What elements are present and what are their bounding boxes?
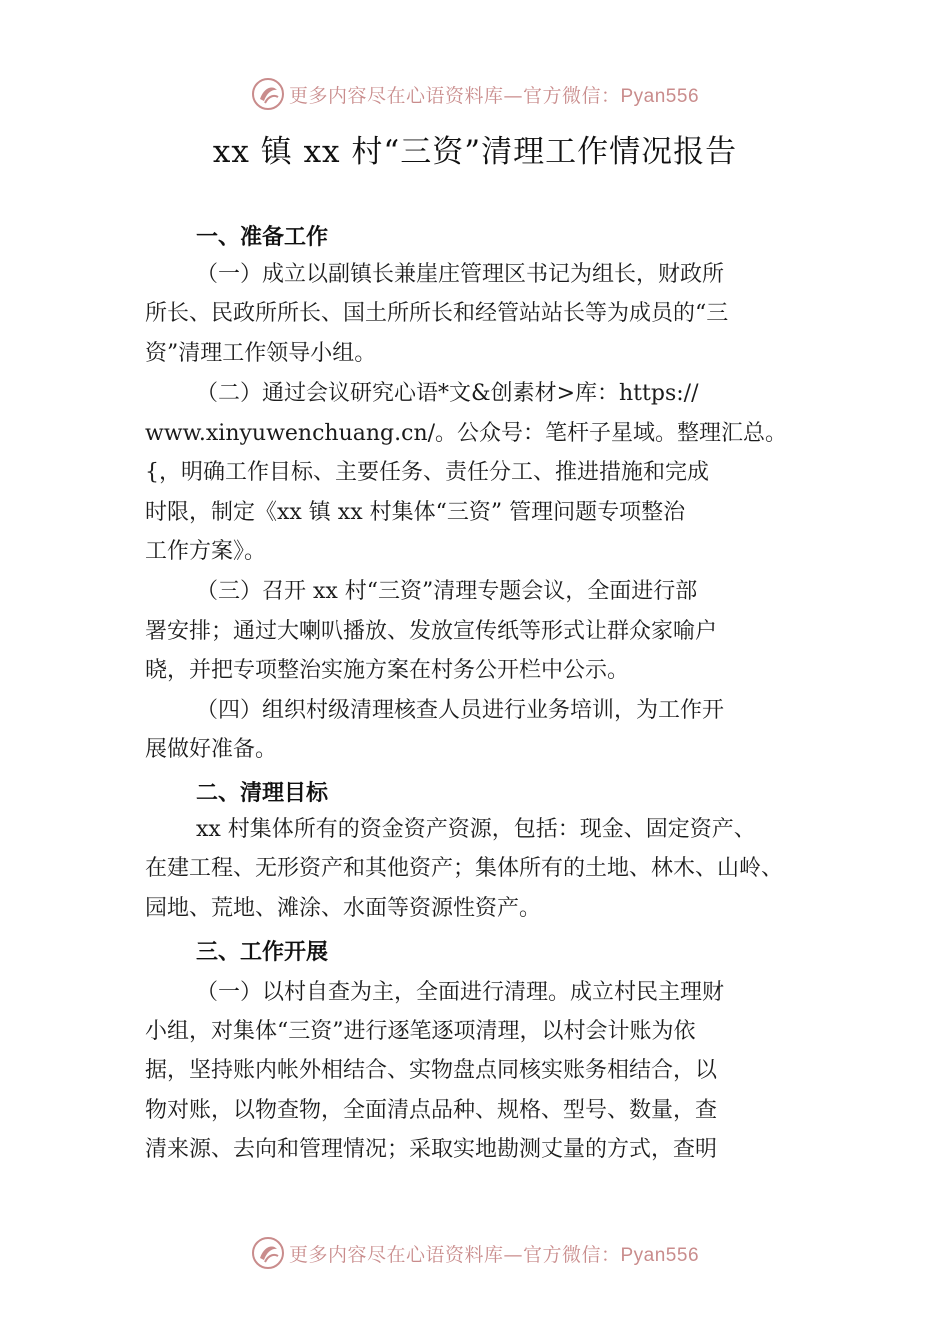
document-title: xx 镇 xx 村“三资”清理工作情况报告 <box>212 134 738 170</box>
section-heading-work: 三、工作开展 <box>196 940 329 965</box>
paragraph-line: （一）以村自查为主，全面进行清理。成立村民主理财 <box>196 980 725 1005</box>
paragraph-line: （三）召开 xx 村“三资”清理专题会议，全面进行部 <box>196 579 698 604</box>
footer-banner <box>0 1233 950 1273</box>
paragraph-line: 晓，并把专项整治实施方案在村务公开栏中公示。 <box>145 658 630 683</box>
paragraph-line: 署安排；通过大喇叭播放、发放宣传纸等形式让群众家喻户 <box>145 619 718 644</box>
paragraph-line: 据，坚持账内帐外相结合、实物盘点同核实账务相结合，以 <box>145 1058 718 1083</box>
section-heading-preparation: 一、准备工作 <box>196 225 329 250</box>
paragraph-line: 展做好准备。 <box>145 737 278 762</box>
paragraph-line: （二）通过会议研究心语*文&创素材>库：https:// <box>196 381 699 406</box>
paragraph-line: xx 村集体所有的资金资产资源，包括：现金、固定资产、 <box>196 817 756 842</box>
ribbon-logo-icon <box>251 77 285 111</box>
paragraph-line: www.xinyuwenchuang.cn/。公众号：笔杆子星域。整理汇总。 <box>145 421 788 446</box>
paragraph-line: 时限，制定《xx 镇 xx 村集体“三资” 管理问题专项整治 <box>145 500 686 525</box>
paragraph-line: （四）组织村级清理核查人员进行业务培训，为工作开 <box>196 698 725 723</box>
paragraph-line: 在建工程、无形资产和其他资产；集体所有的土地、林木、山岭、 <box>145 856 784 881</box>
section-heading-targets: 二、清理目标 <box>196 781 329 806</box>
wechat-id: Pyan556 <box>620 85 700 107</box>
paragraph-line: 清来源、去向和管理情况；采取实地勘测丈量的方式，查明 <box>145 1137 718 1162</box>
paragraph-line: 所长、民政所所长、国土所所长和经管站站长等为成员的“三 <box>145 301 729 326</box>
header-banner <box>0 74 950 114</box>
wechat-id: Pyan556 <box>620 1244 700 1266</box>
ribbon-logo-icon <box>251 1236 285 1270</box>
banner-text: 更多内容尽在心语资料库—官方微信：Pyan556 <box>288 1243 700 1266</box>
banner-text: 更多内容尽在心语资料库—官方微信：Pyan556 <box>288 84 700 107</box>
paragraph-line: {，明确工作目标、主要任务、责任分工、推进措施和完成 <box>145 460 709 485</box>
paragraph-line: 资”清理工作领导小组。 <box>145 341 377 366</box>
paragraph-line: 园地、荒地、滩涂、水面等资源性资产。 <box>145 896 542 921</box>
paragraph-line: （一）成立以副镇长兼崖庄管理区书记为组长，财政所 <box>196 262 725 287</box>
paragraph-line: 工作方案》。 <box>145 539 267 564</box>
paragraph-line: 小组，对集体“三资”进行逐笔逐项清理，以村会计账为依 <box>145 1019 696 1044</box>
paragraph-line: 物对账，以物查物，全面清点品种、规格、型号、数量，查 <box>145 1098 718 1123</box>
